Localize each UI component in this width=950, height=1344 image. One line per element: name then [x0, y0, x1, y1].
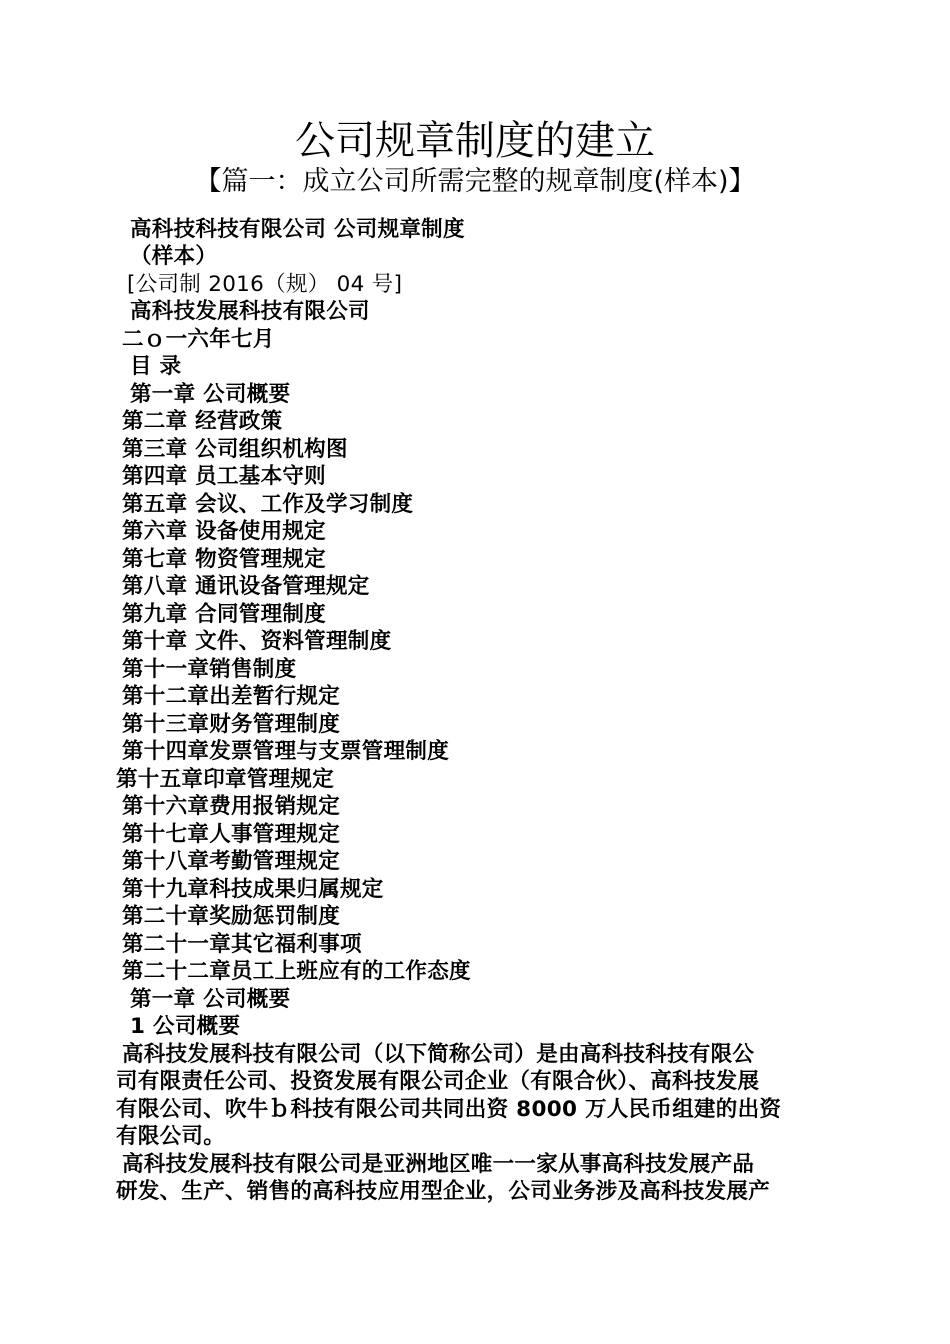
toc-item: 第九章 合同管理制度 — [122, 602, 326, 627]
toc-item: 第十七章人事管理规定 — [122, 822, 341, 847]
toc-item: 第十二章出差暂行规定 — [122, 684, 341, 709]
toc-item: 第十章 文件、资料管理制度 — [122, 629, 392, 654]
toc-item: 第十三章财务管理制度 — [122, 712, 341, 737]
toc-item: 第七章 物资管理规定 — [122, 547, 326, 572]
toc-item: 第十四章发票管理与支票管理制度 — [122, 739, 450, 764]
document-subtitle: 【篇一：成立公司所需完整的规章制度(样本)】 — [194, 166, 756, 197]
header-doc-number: [公司制 2016（规） 04 号] — [127, 272, 403, 297]
toc-item: 第二十二章员工上班应有的工作态度 — [122, 959, 471, 984]
toc-item: 第五章 会议、工作及学习制度 — [122, 492, 414, 517]
toc-item: 第八章 通讯设备管理规定 — [122, 574, 370, 599]
paragraph-line: 研发、生产、销售的高科技应用型企业，公司业务涉及高科技发展产 — [116, 1179, 771, 1205]
document-title: 公司规章制度的建立 — [295, 118, 655, 164]
paragraph-line: 有限公司。 — [116, 1123, 226, 1149]
toc-item: 第十九章科技成果归属规定 — [122, 877, 384, 902]
header-sample: （样本） — [130, 244, 218, 269]
header-company-name: 高科技发展科技有限公司 — [130, 299, 370, 324]
body-paragraph — [116, 1151, 836, 1206]
paragraph-line: 高科技发展科技有限公司是亚洲地区唯一一家从事高科技发展产品 — [122, 1152, 755, 1177]
toc-item: 第十六章费用报销规定 — [122, 794, 341, 819]
toc-item: 第六章 设备使用规定 — [122, 519, 326, 544]
toc-heading: 目 录 — [130, 354, 182, 379]
toc-item: 第十五章印章管理规定 — [116, 767, 335, 792]
toc-item: 第二十章奖励惩罚制度 — [122, 904, 341, 929]
toc-item: 第四章 员工基本守则 — [122, 464, 326, 489]
toc-item: 第十八章考勤管理规定 — [122, 849, 341, 874]
body-paragraph — [116, 1041, 836, 1150]
toc-item: 第三章 公司组织机构图 — [122, 437, 348, 462]
paragraph-line: 有限公司、吹牛ｂ科技有限公司共同出资 8000 万人民币组建的出资 — [116, 1096, 782, 1122]
paragraph-line: 高科技发展科技有限公司（以下简称公司）是由高科技科技有限公 — [122, 1042, 755, 1067]
section-heading: 1 公司概要 — [130, 1014, 241, 1039]
paragraph-line: 司有限责任公司、投资发展有限公司企业（有限合伙）、高科技发展 — [116, 1069, 760, 1095]
header-date: 二ｏ一六年七月 — [122, 327, 275, 352]
toc-item: 第十一章销售制度 — [122, 657, 297, 682]
toc-item: 第二章 经营政策 — [122, 409, 283, 434]
toc-item: 第一章 公司概要 — [130, 382, 291, 407]
header-company-regulation: 高科技科技有限公司 公司规章制度 — [130, 217, 465, 242]
chapter-heading: 第一章 公司概要 — [130, 987, 291, 1012]
toc-item: 第二十一章其它福利事项 — [122, 932, 362, 957]
